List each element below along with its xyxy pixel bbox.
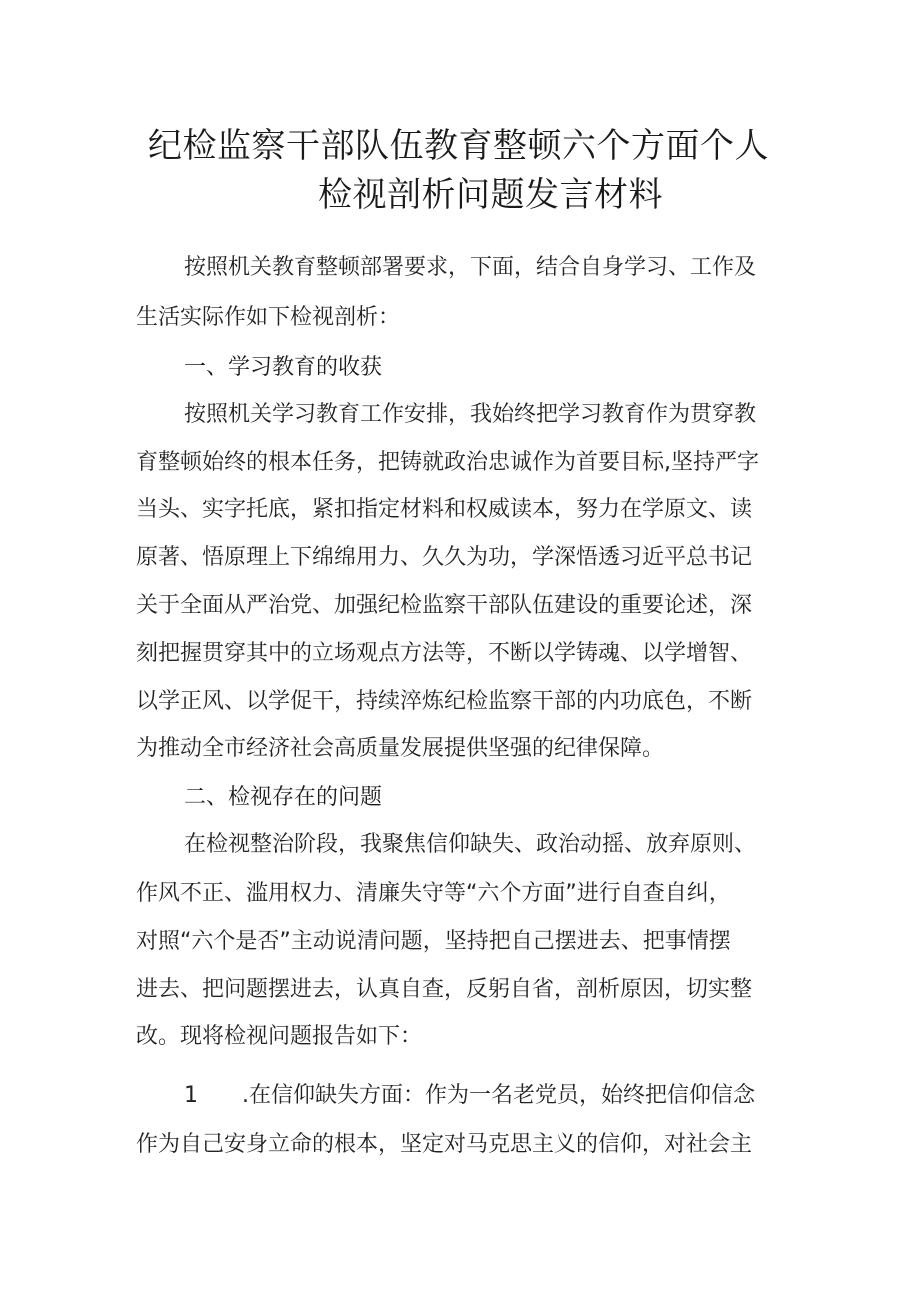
section-1-line: 关于全面从严治党、加强纪检监察干部队伍建设的重要论述，深 [136, 593, 753, 618]
intro-line-1: 按照机关教育整顿部署要求，下面，结合自身学习、工作及 [184, 255, 757, 280]
section-1-line: 按照机关学习教育工作安排，我始终把学习教育作为贯穿教 [184, 402, 757, 427]
item-1-line-2: 作为自己安身立命的根本，坚定对马克思主义的信仰，对社会主 [136, 1132, 753, 1157]
section-1-line: 为推动全市经济社会高质量发展提供坚强的纪律保障。 [136, 736, 665, 761]
document-title-line-1: 纪检监察干部队伍教育整顿六个方面个人 [148, 126, 769, 166]
item-1-line-1: .在信仰缺失方面：作为一名老党员，始终把信仰信念 [242, 1083, 755, 1108]
section-1-line: 育整顿始终的根本任务，把铸就政治忠诚作为首要目标,坚持严字 [136, 450, 759, 475]
section-1-line: 以学正风、以学促干，持续淬炼纪检监察干部的内功底色，不断 [136, 689, 753, 714]
section-1-line: 当头、实字托底，紧扣指定材料和权威读本，努力在学原文、读 [136, 497, 753, 522]
document-title-line-2: 检视剖析问题发言材料 [318, 175, 663, 215]
item-1-number: 1 [184, 1083, 198, 1108]
section-1-line: 刻把握贯穿其中的立场观点方法等，不断以学铸魂、以学增智、 [136, 641, 753, 666]
section-2-heading: 二、检视存在的问题 [184, 785, 383, 810]
section-1-heading: 一、学习教育的收获 [184, 355, 383, 380]
section-2-line: 作风不正、滥用权力、清廉失守等“六个方面”进行自查自纠， [136, 881, 731, 906]
section-2-line: 改。现将检视问题报告如下： [136, 1024, 423, 1049]
section-2-line: 对照“六个是否”主动说清问题，坚持把自己摆进去、把事情摆 [136, 929, 731, 954]
intro-line-2: 生活实际作如下检视剖析： [136, 305, 401, 330]
section-2-line: 进去、把问题摆进去，认真自查，反躬自省，剖析原因，切实整 [136, 977, 753, 1002]
section-1-line: 原著、悟原理上下绵绵用力、久久为功，学深悟透习近平总书记 [136, 545, 753, 570]
section-2-line: 在检视整治阶段，我聚焦信仰缺失、政治动摇、放弃原则、 [184, 832, 757, 857]
